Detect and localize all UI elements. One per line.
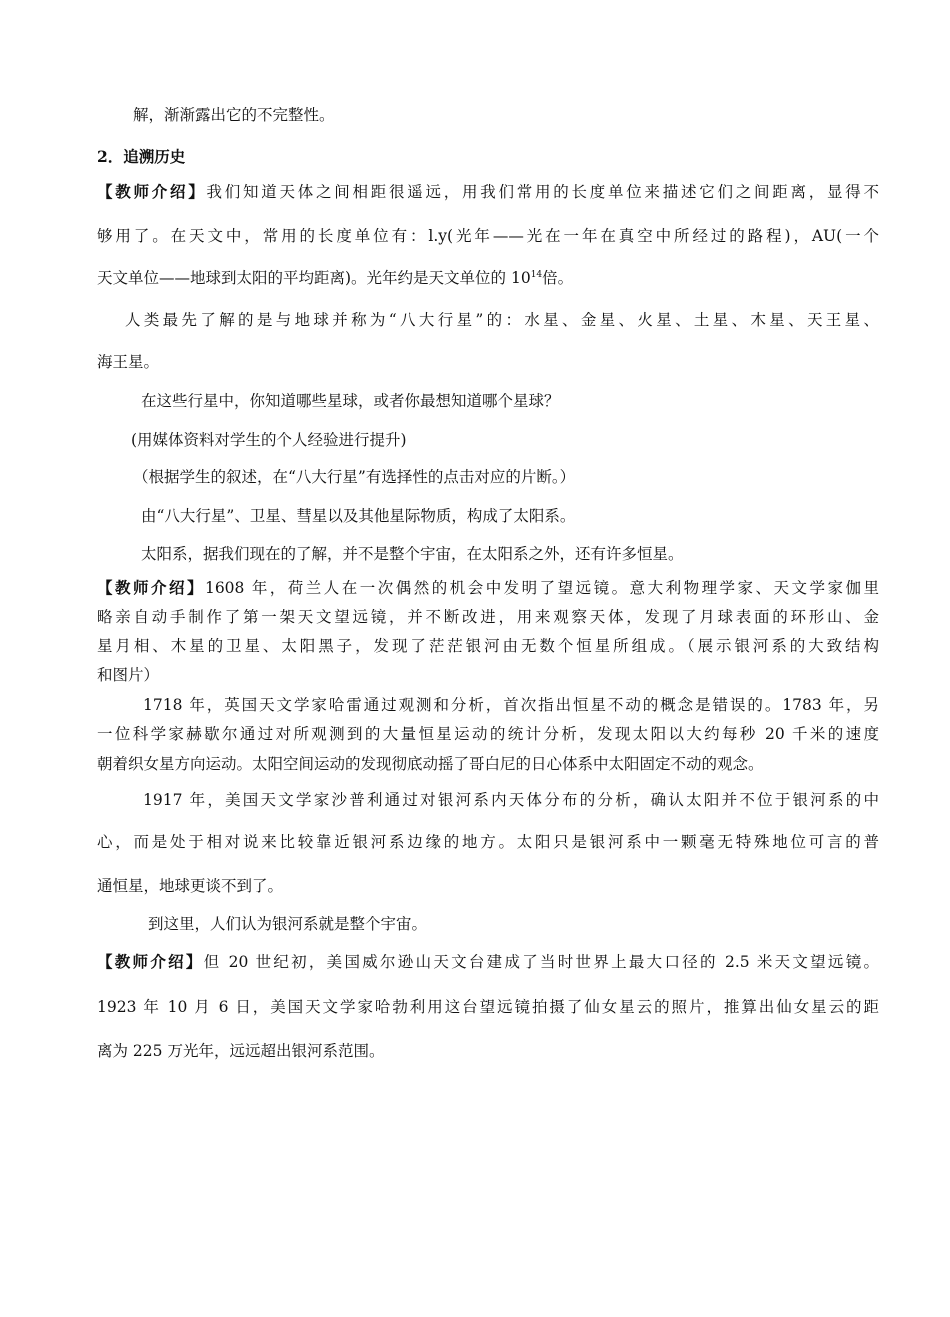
paragraph-line: 星月相、木星的卫星、太阳黑子，发现了茫茫银河由无数个恒星所组成。（展示银河系的大致结构 (97, 637, 879, 655)
paragraph-line: 离为 225 万光年，远远超出银河系范围。 (97, 1042, 385, 1060)
paragraph-line: （根据学生的叙述，在“八大行星”有选择性的点击对应的片断。） (133, 468, 576, 486)
paragraph-line: 由“八大行星”、卫星、彗星以及其他星际物质，构成了太阳系。 (141, 507, 576, 525)
paragraph-line: 海王星。 (97, 353, 160, 371)
paragraph-line: (用媒体资料对学生的个人经验进行提升) (131, 431, 407, 449)
paragraph-line: 通恒星，地球更谈不到了。 (97, 877, 284, 895)
paragraph-line: 1917 年，美国天文学家沙普利通过对银河系内天体分布的分析，确认太阳并不位于银河系的中 (143, 791, 879, 809)
paragraph-line: 朝着织女星方向运动。太阳空间运动的发现彻底动摇了哥白尼的日心体系中太阳固定不动的观念。 (97, 755, 764, 773)
teacher-intro-tag: 【教师介绍】 (97, 952, 204, 971)
teacher-intro-tag: 【教师介绍】 (97, 182, 207, 201)
paragraph-line: 人类最先了解的是与地球并称为“八大行星”的：水星、金星、火星、土星、木星、天王星、 (125, 311, 879, 329)
paragraph-line: 【教师介绍】1608 年，荷兰人在一次偶然的机会中发明了望远镜。意大利物理学家、天文学家伽里 (97, 578, 879, 597)
paragraph-line: 太阳系，据我们现在的了解，并不是整个宇宙，在太阳系之外，还有许多恒星。 (141, 545, 684, 563)
exponent: 14 (530, 270, 543, 280)
paragraph-line: 在这些行星中，你知道哪些星球，或者你最想知道哪个星球？ (141, 392, 560, 410)
paragraph-line: 【教师介绍】但 20 世纪初，美国威尔逊山天文台建成了当时世界上最大口径的 2.5 米天文望远镜。 (97, 952, 879, 971)
paragraph-line: 1718 年，英国天文学家哈雷通过观测和分析，首次指出恒星不动的概念是错误的。1783 年，另 (143, 696, 879, 714)
paragraph-line: 和图片） (97, 666, 160, 684)
paragraph-line: 解，渐渐露出它的不完整性。 (133, 106, 335, 124)
paragraph-line: 心，而是处于相对说来比较靠近银河系边缘的地方。太阳只是银河系中一颗毫无特殊地位可言的普 (97, 833, 879, 851)
paragraph-line: 天文单位——地球到太阳的平均距离)。光年约是天文单位的 $10^{14}$倍。 (97, 269, 574, 287)
paragraph-line: 略亲自动手制作了第一架天文望远镜，并不断改进，用来观察天体，发现了月球表面的环形山、金 (97, 608, 879, 626)
paragraph-line: 到这里，人们认为银河系就是整个宇宙。 (148, 915, 428, 933)
teacher-intro-tag: 【教师介绍】 (97, 578, 205, 597)
paragraph-line: 1923 年 10 月 6 日，美国天文学家哈勃利用这台望远镜拍摄了仙女星云的照片，推算出仙女星云的距 (97, 998, 879, 1016)
paragraph-line: 【教师介绍】我们知道天体之间相距很遥远，用我们常用的长度单位来描述它们之间距离，显得不 (97, 182, 879, 201)
paragraph-line: 够用了。在天文中，常用的长度单位有：l.y(光年——光在一年在真空中所经过的路程)，AU(一个 (97, 227, 879, 245)
paragraph-line: 一位科学家赫歇尔通过对所观测到的大量恒星运动的统计分析，发现太阳以大约每秒 20 千米的速度 (97, 725, 879, 743)
section-heading: 2．追溯历史 (97, 147, 186, 166)
